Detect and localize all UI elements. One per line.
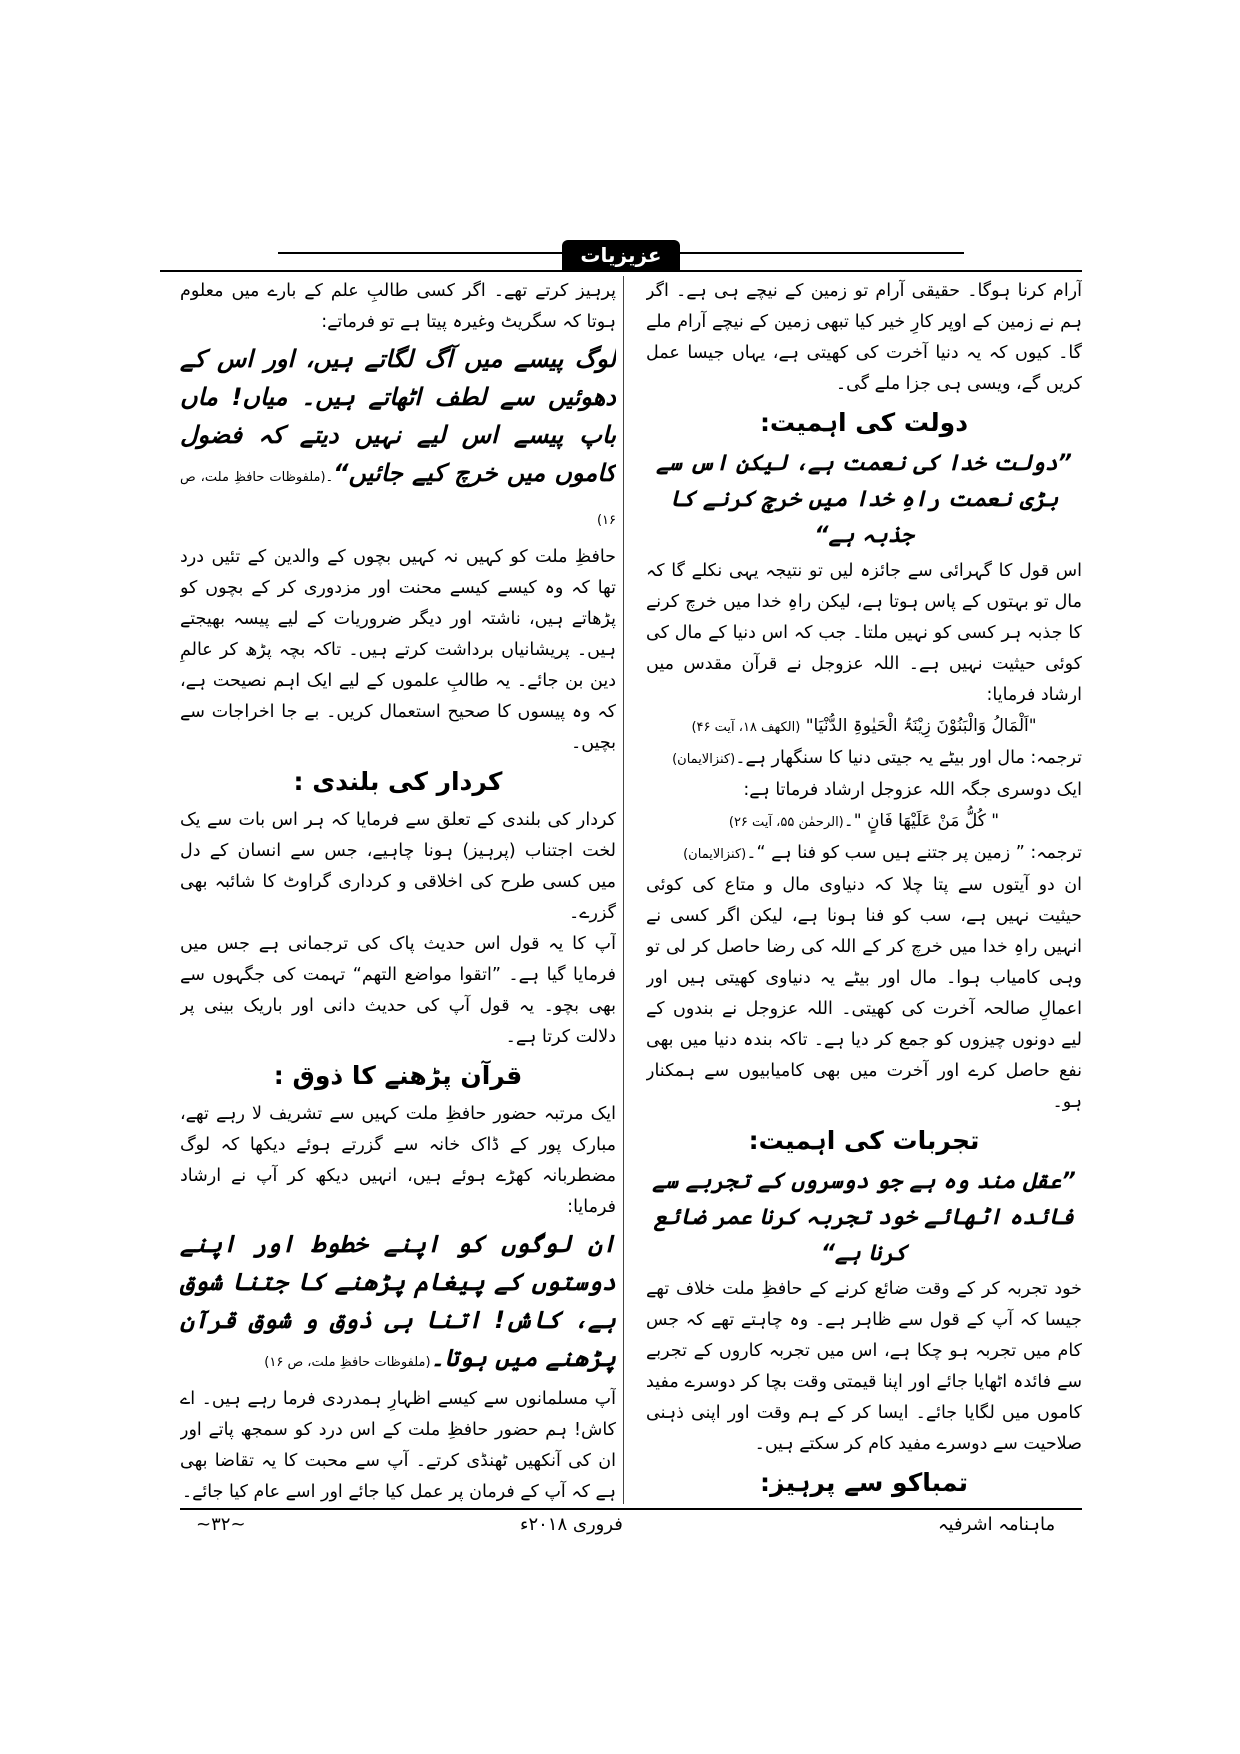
quote [180, 340, 616, 540]
ayah-reference: (الکھف ۱۸، آیت ۴۶) [691, 720, 801, 735]
left-column [180, 276, 616, 1504]
translation-reference: (کنزالایمان) [683, 847, 747, 862]
paragraph: خود تجربہ کر کے وقت ضائع کرنے کے حافظِ ملت خلاف تھے جیسا کہ آپ کے قول سے ظاہر ہے۔ وہ چاہتے تھے کہ جس کام میں تجربہ ہو چکا ہے، اس میں تجربہ کاروں کے تجربے سے فائدہ اٹھایا جائے اور اپنا قیمتی وقت بچا کر دوسرے مفید کاموں میں لگایا جائے۔ ایسا کر کے ہم وقت اور اپنی ذہنی صلاحیت سے دوسرے مفید کام کر سکتے ہیں۔ [646, 1279, 1082, 1454]
paragraph: اس قول کا گہرائی سے جائزہ لیں تو نتیجہ یہی نکلے گا کہ مال تو بہتوں کے پاس ہوتا ہے، لیکن راہِ خدا میں خرچ کرنے کا جذبہ ہر کسی کو نہیں ملتا۔ جب کہ اس دنیا کے مال کی کوئی حیثیت نہیں ہے۔ اللہ عزوجل نے قرآن مقدس میں ارشاد فرمایا: [646, 561, 1082, 705]
paragraph: آپ کا یہ قول اس حدیث پاک کی ترجمانی ہے جس میں فرمایا گیا ہے۔ ”اتقوا مواضع التھم“ تہمت کی جگہوں سے بھی بچو۔ یہ قول آپ کی حدیث دانی اور باریک بینی پر دلالت کرتا ہے۔ [180, 934, 616, 1047]
paragraph: کردار کی بلندی کے تعلق سے فرمایا کہ ہر اس بات سے یک لخت اجتناب (پرہیز) ہونا چاہیے، جس سے انسان کے دل میں کسی طرح کی اخلاقی و کرداری گراوٹ کا شائبہ بھی گزرے۔ [180, 810, 616, 923]
translation-text: ترجمہ: مال اور بیٹے یہ جیتی دنیا کا سنگھار ہے۔ [735, 748, 1082, 768]
paragraph: ایک مرتبہ حضور حافظِ ملت کہیں سے تشریف لا رہے تھے، مبارک پور کے ڈاک خانہ سے گزرتے ہوئے دیکھا کہ لوگ مضطربانہ کھڑے ہوئے ہیں، انہیں دیکھ کر آپ نے ارشاد فرمایا: [180, 1104, 616, 1217]
ayah [646, 806, 1082, 838]
quote-text: لوگ پیسے میں آگ لگاتے ہیں، اور اس کے دھوئیں سے لطف اٹھاتے ہیں۔ میاں! ماں باپ پیسے اس لیے نہیں دیتے کہ فضول کاموں میں خرچ کیے جائیں“ [180, 345, 616, 487]
ayah-text: "اَلْمَالُ وَالْبَنُوْنَ زِیْنَۃُ الْحَیٰوۃِ الدُّنْیَا" [805, 716, 1037, 736]
quote [180, 1225, 616, 1382]
translation-text: ترجمہ: ” زمین پر جتنے ہیں سب کو فنا ہے “۔ [746, 843, 1082, 863]
quote-reference: ۔(ملفوظات حافظِ ملت، ص ۱۶) [180, 470, 616, 528]
column-divider [623, 276, 624, 1504]
section-heading: قرآن پڑھنے کا ذوق : [273, 1061, 523, 1090]
translation [646, 743, 1082, 775]
ayah [646, 711, 1082, 743]
section-tab: عزیزیات [562, 240, 680, 270]
footer-rule [180, 1508, 1082, 1510]
page-number: ~۳۲~ [196, 1514, 246, 1535]
section-heading: کردار کی بلندی : [293, 767, 503, 796]
section-heading: دولت کی اہمیت: [759, 408, 969, 437]
quote: ”دولت خدا کی نعمت ہے، لیکن اس سے بڑی نعمت راہِ خدا میں خرچ کرنے کا جذبہ ہے“ [656, 451, 1072, 548]
paragraph: آرام کرنا ہوگا۔ حقیقی آرام تو زمین کے نیچے ہی ہے۔ اگر ہم نے زمین کے اوپر کارِ خیر کیا تبھی زمین کے نیچے آرام ملے گا۔ کیوں کہ یہ دنیا آخرت کی کھیتی ہے، یہاں جیسا عمل کریں گے، ویسی ہی جزا ملے گی۔ [646, 281, 1082, 394]
ayah-reference: (الرحمٰن ۵۵، آیت ۲۶) [728, 815, 844, 830]
magazine-name: ماہنامہ اشرفیہ [938, 1514, 1056, 1535]
paragraph: ایک دوسری جگہ اللہ عزوجل ارشاد فرماتا ہے: [743, 780, 1082, 800]
translation-reference: (کنزالایمان) [672, 752, 736, 767]
paragraph: حافظِ ملت کو کہیں نہ کہیں بچوں کے والدین کے تئیں درد تھا کہ وہ کیسے کیسے محنت اور مزدوری کر کے بچوں کو پڑھاتے ہیں، ناشتہ اور دیگر ضروریات کے لیے پیسہ بھیجتے ہیں۔ پریشانیاں برداشت کرتے ہیں۔ تاکہ بچہ پڑھ کر عالمِ دین بن جائے۔ یہ طالبِ علموں کے لیے ایک اہم نصیحت ہے، کہ وہ پیسوں کا صحیح استعمال کریں۔ بے جا اخراجات سے بچیں۔ [180, 547, 616, 753]
paragraph: ان دو آیتوں سے پتا چلا کہ دنیاوی مال و متاع کی کوئی حیثیت نہیں ہے، سب کو فنا ہونا ہے، لیکن اگر کسی نے انہیں راہِ خدا میں خرچ کر کے اللہ کی رضا حاصل کر لی تو وہی کامیاب ہوا۔ مال اور بیٹے یہ دنیاوی کھیتی ہیں اور اعمالِ صالحہ آخرت کی کھیتی۔ اللہ عزوجل نے بندوں کے لیے دونوں چیزوں کو جمع کر دیا ہے۔ تاکہ بندہ دنیا میں بھی نفع حاصل کرے اور آخرت میں بھی کامیابیوں سے ہمکنار ہو۔ [646, 875, 1082, 1112]
paragraph: پرہیز کرتے تھے۔ اگر کسی طالبِ علم کے بارے میں معلوم ہوتا کہ سگریٹ وغیرہ پیتا ہے تو فرماتے: [180, 281, 616, 332]
issue-date: فروری ۲۰۱۸ء [520, 1514, 623, 1535]
section-heading: تمباکو سے پرہیز: [760, 1468, 968, 1497]
section-heading: تجربات کی اہمیت: [748, 1126, 980, 1155]
header-rule-bottom [160, 270, 1082, 272]
translation [646, 838, 1082, 870]
right-column [646, 276, 1082, 1504]
quote-text: ان لوگوں کو اپنے خطوط اور اپنے دوستوں کے پیغام پڑھنے کا جتنا شوق ہے، کاش! اتنا ہی ذوق و شوق قرآن پڑھنے میں ہوتا۔ [180, 1230, 616, 1372]
paragraph: آپ مسلمانوں سے کیسے اظہارِ ہمدردی فرما رہے ہیں۔ اے کاش! ہم حضور حافظِ ملت کے اس درد کو سمجھ پاتے اور ان کی آنکھیں ٹھنڈی کرتے۔ آپ سے محبت کا یہ تقاضا بھی ہے کہ آپ کے فرمان پر عمل کیا جائے اور اسے عام کیا جائے۔ [180, 1389, 616, 1502]
ayah-text: " کُلُّ مَنْ عَلَیْھَا فَانٍ "۔ [843, 811, 1000, 831]
quote: ”عقل مند وہ ہے جو دوسروں کے تجربے سے فائدہ اٹھائے خود تجربہ کرنا عمر ضائع کرنا ہے“ [652, 1169, 1076, 1266]
quote-reference: (ملفوظات حافظِ ملت، ص ۱۶) [264, 1355, 431, 1370]
